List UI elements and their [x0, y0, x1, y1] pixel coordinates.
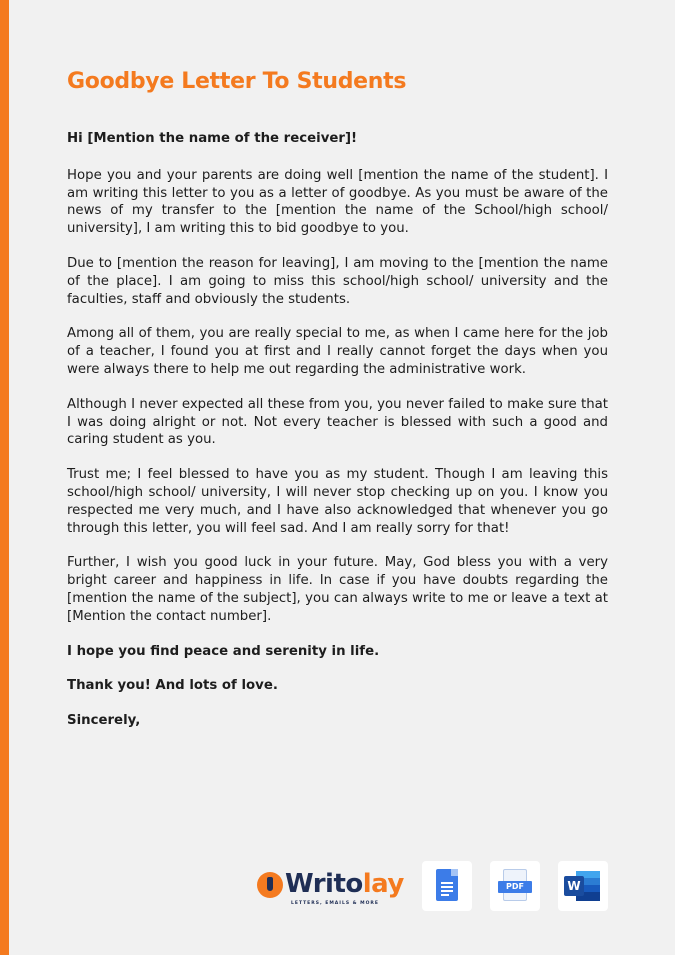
logo-word-accent: lay — [362, 869, 404, 899]
closing-thanks: Thank you! And lots of love. — [67, 678, 278, 694]
word-letter-badge: W — [564, 876, 584, 896]
paragraph-1: Hope you and your parents are doing well [mention the name of the student]. I am writing this letter to you as a letter of goodbye. As you must be aware of the news of my transfer to the [mention the name of the School/high school/ university], I am writing this to bid goodbye to you. — [67, 167, 608, 237]
logo-wordmark — [285, 868, 404, 900]
left-accent-bar — [0, 0, 9, 955]
page-title: Goodbye Letter To Students — [67, 69, 407, 94]
paragraph-6: Further, I wish you good luck in your future. May, God bless you with a very bright career and happiness in life. In case if you have doubts regarding the [mention the name of the subject], you can always write to me or leave a text at [Mention the contact number]. — [67, 555, 608, 624]
greeting-line: Hi [Mention the name of the receiver]! — [67, 131, 358, 146]
closing-wish: I hope you find peace and serenity in life. — [67, 643, 380, 659]
writolay-logo[interactable] — [257, 868, 402, 910]
paragraph-5: Trust me; I feel blessed to have you as my student. Though I am leaving this school/high school/ university, I will never stop checking up on you. I know you respected me very much, and I have also acknowledged that whenever you go through this letter, you will feel sad. And I am really sorry for that! — [67, 467, 608, 536]
paragraph-3: Among all of them, you are really special to me, as when I came here for the job of a teacher, I found you at first and I really cannot forget the days when you were always there to help me out regarding the administrative work. — [67, 326, 608, 377]
footer — [0, 858, 675, 914]
logo-word-main: Writo — [285, 869, 363, 899]
pdf-label: PDF — [498, 881, 532, 893]
sign-off: Sincerely, — [67, 713, 141, 729]
pen-nib-icon — [257, 872, 283, 898]
paragraph-4: Although I never expected all these from you, you never failed to make sure that I was doing alright or not. Not every teacher is blessed with such a good and caring student as you. — [67, 396, 608, 448]
logo-tagline: LETTERS, EMAILS & MORE — [291, 901, 379, 906]
google-docs-icon — [436, 869, 458, 901]
google-docs-button[interactable] — [422, 861, 472, 911]
pdf-download-button[interactable] — [490, 861, 540, 911]
letter-body — [67, 66, 608, 747]
paragraph-2: Due to [mention the reason for leaving], I am moving to the [mention the name of the place]. I am going to miss this school/high school/ university and the faculties, staff and obviously the students. — [67, 255, 608, 307]
word-download-button[interactable] — [558, 861, 608, 911]
